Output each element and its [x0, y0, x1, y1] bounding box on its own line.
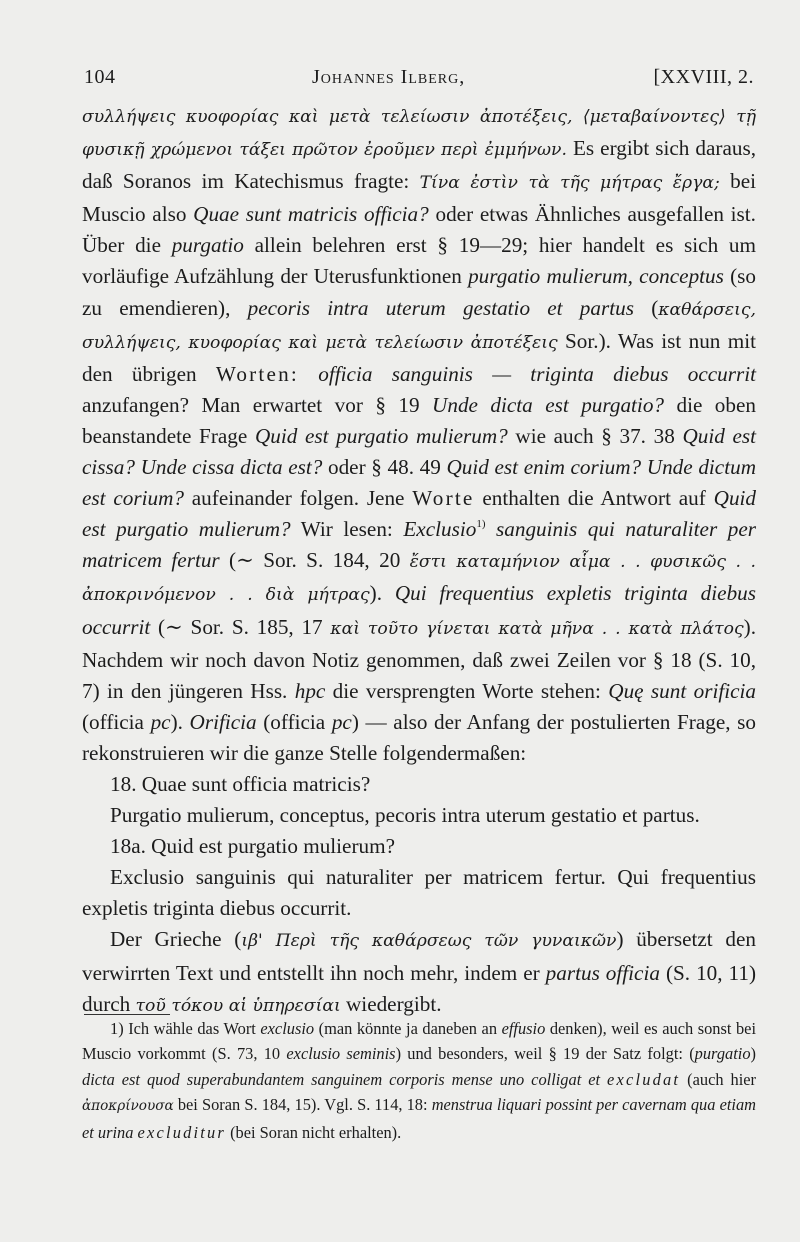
paragraph-1 [82, 100, 756, 769]
text-run: ) und besonders, weil § 19 der Satz folgt: ( [395, 1044, 695, 1064]
page-number: 104 [84, 66, 116, 88]
text-run: wiedergibt. [340, 991, 442, 1016]
latin-quote: menstrua liquari possint per cavernam qua etiam et urina [82, 1095, 756, 1142]
reconstruction-question-18: 18. Quae sunt officia matricis? [110, 771, 371, 796]
latin-quote: officia sanguinis — triginta diebus occurrit [318, 361, 757, 386]
text-run: ). Nachdem wir noch davon Notiz genommen, daß zwei Zeilen vor § 18 (S. 10, 7) in den jüngeren Hss. [82, 614, 756, 703]
latin-quote: Quid est purgatio mulierum? [254, 423, 508, 448]
paragraph-greek-translation [82, 924, 756, 1021]
text-run: enthalten die Antwort auf [474, 486, 714, 511]
text-run: (auch hier [680, 1069, 757, 1089]
reconstruction-answer-18: Purgatio mulierum, conceptus, pecoris intra uterum gestatio et partus. [110, 803, 700, 828]
latin-quote: Qui frequentius expletis triginta diebus occurrit [82, 581, 756, 639]
greek-quote: τοῦ τόκου αἱ ὑπηρεσίαι [135, 995, 341, 1016]
text-run: bei Soran S. 184, 15). Vgl. S. 114, 18: [173, 1095, 432, 1115]
reconstruction-answer-18a: Exclusio sanguinis qui naturaliter per matricem fertur. Qui frequentius expletis triginta diebus occurrit. [82, 865, 756, 921]
text-run: wie auch § 37. 38 [507, 423, 683, 448]
reconstruction-question-18a: 18a. Quid est purgatio mulierum? [110, 834, 395, 859]
latin-quote: purgatio mulierum, conceptus [468, 264, 724, 289]
manuscript-sigla: pc [150, 709, 171, 734]
latin-term: purgatio [694, 1044, 751, 1064]
text-run: (∼ Sor. S. 185, 17 [150, 614, 331, 639]
text-run: ) [750, 1044, 756, 1064]
running-title: Johannes Ilberg, [312, 66, 466, 88]
greek-quote: καθάρσεις, συλλήψεις, κυοφορίας καὶ μετὰ τελείωσιν ἀποτέξεις [82, 299, 756, 353]
manuscript-sigla: hpc [294, 678, 326, 703]
latin-term: effusio [501, 1019, 546, 1038]
spaced-word: Worte [412, 486, 475, 511]
greek-quote: ιβ' Περὶ τῆς καθάρσεως τῶν γυναικῶν [241, 931, 617, 952]
running-header [84, 66, 754, 96]
latin-quote: Exclusio [403, 517, 477, 542]
spaced-word: excludat [607, 1069, 681, 1089]
latin-quote: Unde dicta est purgatio? [432, 392, 665, 417]
text-run: Wir lesen: [290, 517, 404, 542]
text-run: Sor.). Was ist nun mit den übrigen [82, 328, 756, 386]
text-run: ). [369, 581, 395, 606]
footnote [82, 1016, 756, 1145]
text-run: ) übersetzt den verwirrten Text und entstellt ihn noch mehr, indem er [82, 927, 757, 985]
footnote-rule [84, 1014, 170, 1015]
text-run: bei Muscio also [82, 169, 757, 227]
text-run: (S. 10, 11) durch [82, 960, 757, 1016]
greek-quote: Τίνα ἐστὶν τὰ τῆς μήτρας ἔργα; [419, 173, 720, 194]
spaced-word: excluditur [137, 1122, 226, 1142]
latin-quote: partus officia [545, 960, 660, 985]
latin-quote: pecoris intra uterum gestatio et partus [247, 295, 634, 320]
greek-quote: καὶ τοῦτο γίνεται κατὰ μῆνα . . κατὰ πλάτος [330, 618, 744, 639]
footnote-marker: 1) [476, 518, 486, 531]
volume-reference: [XXVIII, 2. [653, 66, 754, 88]
spaced-word: Worten: [215, 361, 299, 386]
latin-quote: dicta est quod superabundantem sanguinem corporis mense uno colligat et [82, 1069, 608, 1089]
text-run: denken), weil es auch sonst bei Muscio vorkommt (S. 73, 10 [82, 1019, 756, 1064]
text-run: (∼ Sor. S. 184, 20 [219, 548, 410, 573]
latin-quote: Orificia [189, 709, 257, 734]
latin-quote: Quid est enim corium? Unde dictum est corium? [82, 455, 756, 511]
text-run: (officia [82, 709, 151, 734]
text-run: allein belehren erst § 19—29; hier handelt es sich um vorläufige Aufzählung der Uterusfunktionen [82, 233, 756, 289]
footnote-1 [82, 1016, 756, 1145]
greek-quote: ἔστι καταμήνιον αἷμα . . φυσικῶς . . ἀποκρινόμενον . . διὰ μήτρας [82, 552, 756, 606]
latin-term: exclusio [260, 1019, 315, 1038]
text-run: Der Grieche ( [110, 927, 242, 952]
text-run: (so zu emendieren), [82, 264, 756, 320]
latin-term: purgatio [171, 233, 244, 258]
text-run: ( [633, 295, 659, 320]
text-run: 1) Ich wähle das Wort [110, 1019, 261, 1038]
latin-quote: sanguinis qui naturaliter per matricem fertur [82, 517, 756, 573]
text-run: anzufangen? Man erwartet vor § 19 [82, 392, 433, 417]
text-run: Es ergibt sich daraus, daß Soranos im Katechismus fragte: [82, 136, 756, 194]
main-text [82, 100, 756, 1022]
latin-quote: Quid est purgatio mulierum? [82, 486, 757, 542]
text-run: (officia [256, 709, 332, 734]
greek-quote: συλλήψεις κυοφορίας καὶ μετὰ τελείωσιν ἀποτέξεις, ⟨μεταβαίνοντες⟩ τῇ φυσικῇ χρώμενοι τάξει πρῶτον ἐροῦμεν περὶ ἐμμήνων. [82, 107, 756, 161]
text-run: ) — also der Anfang der postulierten Frage, so rekonstruieren wir die ganze Stelle folgendermaßen: [82, 709, 756, 765]
text-run: die oben beanstandete Frage [82, 392, 756, 448]
greek-quote: ἀποκρίνουσα [82, 1098, 174, 1115]
manuscript-sigla: pc [331, 709, 352, 734]
text-run: oder etwas Ähnliches ausgefallen ist. Über die [82, 202, 756, 258]
text-run: (bei Soran nicht erhalten). [226, 1122, 402, 1142]
text-run: die versprengten Worte stehen: [325, 678, 609, 703]
latin-quote: Quę sunt orificia [608, 678, 756, 703]
text-run: oder § 48. 49 [322, 455, 447, 480]
latin-quote: Quid est cissa? Unde cissa dicta est? [82, 423, 757, 480]
text-run [299, 362, 318, 386]
text-run: aufeinander folgen. Jene [183, 486, 413, 511]
text-run: ). [170, 709, 190, 734]
latin-quote: exclusio seminis [286, 1044, 396, 1064]
text-run: (man könnte ja daneben an [314, 1019, 502, 1038]
latin-quote: Quae sunt matricis officia? [193, 202, 429, 227]
